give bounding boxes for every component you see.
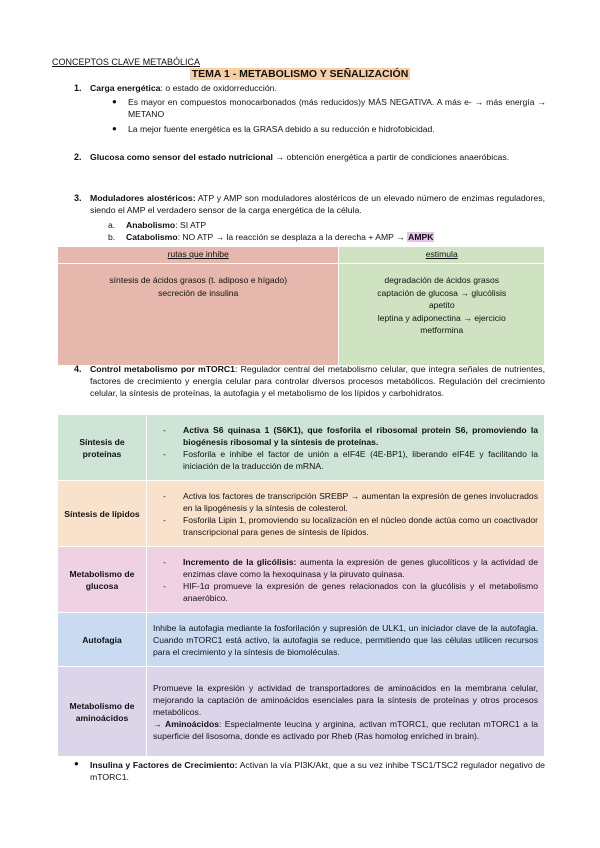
glucosa-point-1: aumenta la expresión de genes glucolíticos y la actividad de enzimas clave como la hexoquinasa y la piruvato quinasa. (183, 556, 538, 579)
item-3-b-mark: b. (108, 232, 116, 242)
dash-item (163, 580, 538, 604)
table1-estimula-item: apetito (428, 300, 455, 310)
table1-header-inhibe: rutas que inhibe (58, 247, 339, 264)
insulina-text: Activan la vía PI3K/Akt, que a su vez inhibe TSC1/TSC2 regulador negativo de mTORC1. (90, 760, 545, 783)
row-label-autofagia: Autofagia (58, 613, 147, 667)
row-content-lipidos (147, 481, 545, 547)
item-4-number: 4. (74, 364, 82, 374)
proteinas-point-1: Activa S6 quinasa 1 (S6K1), que fosforila el ribosomal protein S6, promoviendo la biogénesis ribosomal y la síntesis de proteínas. (183, 424, 538, 447)
amp-effects-table (57, 246, 545, 366)
proteinas-point-2: Fosforila e inhibe el factor de unión a eIF4E (4E-BP1), liberando eIF4E y facilitando la iniciación de la traducción de mRNA. (183, 448, 538, 471)
chapter-title (0, 68, 600, 80)
item-4-body: : Regulador central del metabolismo celular, que integra señales de nutrientes, factores de crecimiento y energía celular para controlar diversos procesos metabólicos. Regulación del crecimiento celular, la síntesis de proteínas, la autofagia y el metabolismo de los lípidos y carbohidratos. (90, 364, 545, 399)
dash-item (163, 490, 538, 514)
glicolisis-label: Incremento de la glicólisis: (183, 556, 297, 567)
table1-inhibe-item: secreción de insulina (158, 287, 239, 298)
row-content-aminoacidos (147, 667, 545, 757)
aminoacidos-note (153, 718, 538, 742)
item-2-text (90, 151, 545, 163)
row-content-autofagia: Inhibe la autofagia mediante la fosforilación y supresión de ULK1, un iniciador clave de la autofagia. Cuando mTORC1 está activo, la autofagia se reduce, permitiendo que las células utilicen recursos para el crecimiento y la síntesis de biomoléculas. (147, 613, 545, 667)
ampk-highlight: AMPK (408, 232, 434, 242)
item-3-a-mark: a. (108, 220, 116, 230)
item-3-b-text (126, 232, 434, 242)
row-label-glucosa: Metabolismo de glucosa (58, 547, 147, 613)
row-label-lipidos: Síntesis de lípidos (58, 481, 147, 547)
aminoacidos-text-2: : Especialmente leucina y arginina, activan mTORC1, que reclutan mTORC1 a la superficie del lisosoma, donde es activado por Rheb (Ras homolog enriched in brain). (153, 718, 538, 741)
top-title: CONCEPTOS CLAVE METABÓLICA (52, 57, 201, 67)
bullet-icon: ● (112, 124, 117, 133)
anabolismo-label: Anabolismo (126, 220, 176, 230)
item-2-body: → obtención energética a partir de condiciones anaeróbicas. (272, 152, 510, 162)
table1-estimula-item: captación de glucosa → glucólisis (377, 287, 507, 298)
dash-item (163, 556, 538, 580)
table1-estimula-item: leptina y adiponectina → ejercicio (377, 312, 506, 323)
catabolismo-label: Catabolismo (126, 232, 178, 242)
item-4-label: Control metabolismo por mTORC1 (90, 364, 236, 374)
item-1-body: : o estado de oxidorreducción. (160, 83, 277, 93)
dash-item (163, 514, 538, 538)
item-1-bullet-1: Es mayor en compuestos monocarbonados (más reducidos)y MÁS NEGATIVA. A más e- → más energía → METANO (128, 97, 546, 119)
item-1-bullet-2: La mejor fuente energética es la GRASA debido a su reducción e hidrofobicidad. (128, 124, 435, 134)
table1-estimula-item: degradación de ácidos grasos (384, 275, 500, 285)
aminoacidos-text: Promueve la expresión y actividad de transportadores de aminoácidos en la membrana celular, mejorando la captación de aminoácidos esenciales para la síntesis de proteínas y otros procesos metabólicos. (153, 682, 538, 717)
catabolismo-text: : NO ATP → la reacción se desplaza a la derecha + AMP → (177, 232, 408, 242)
item-1-text (90, 82, 545, 94)
table1-inhibe-item: síntesis de ácidos grasos (t. adiposo e hígado) (109, 275, 288, 285)
dash-mark: - (163, 490, 166, 501)
insulina-label: Insulina y Factores de Crecimiento: (90, 760, 238, 770)
item-1-label: Carga energética (90, 83, 161, 93)
row-label-aminoacidos: Metabolismo de aminoácidos (58, 667, 147, 757)
item-3-number: 3. (74, 193, 82, 203)
row-content-proteinas (147, 415, 545, 481)
lipidos-point-1: Activa los factores de transcripción SREBP → aumentan la expresión de genes involucrados en la lipogénesis y la síntesis de colesterol. (183, 490, 538, 513)
row-label-proteinas: Síntesis de proteínas (58, 415, 147, 481)
mtorc1-table (57, 414, 545, 757)
insulina-note (90, 759, 545, 783)
glucosa-point-2: HIF-1α promueve la expresión de genes relacionados con la glucólisis y el metabolismo anaeróbico. (183, 580, 538, 603)
table1-estimula-item: metformina (420, 325, 464, 335)
dash-mark: - (163, 556, 166, 567)
item-3-label: Moduladores alostéricos: (90, 193, 196, 203)
dash-item (163, 448, 538, 472)
table1-estimula-cell (339, 264, 545, 366)
lipidos-point-2: Fosforila Lipin 1, promoviendo su localización en el núcleo donde actúa como un coactivador transcripcional para genes de síntesis de lípidos. (183, 514, 538, 537)
item-3-text (90, 192, 545, 216)
item-2-number: 2. (74, 152, 82, 162)
item-3-body: ATP y AMP son moduladores alostéricos de un elevado número de enzimas reguladores, siendo el AMP el verdadero sensor de la carga energética de la célula. (90, 193, 545, 216)
dash-mark: - (163, 514, 166, 525)
row-content-glucosa (147, 547, 545, 613)
bullet-icon: ● (112, 97, 117, 106)
bullet-icon: ● (74, 759, 79, 768)
table1-header-estimula: estimula (339, 247, 545, 264)
dash-mark: - (163, 424, 166, 435)
chapter-title-text: TEMA 1 - METABOLISMO Y SEÑALIZACIÓN (191, 68, 409, 80)
dash-mark: - (163, 580, 166, 591)
item-4-text (90, 363, 545, 400)
item-2-label: Glucosa como sensor del estado nutricional (90, 152, 273, 162)
aminoacidos-label: Aminoácidos (165, 718, 219, 729)
dash-item (163, 424, 538, 448)
arrow: → (153, 718, 166, 729)
anabolismo-text: : SI ATP (175, 220, 207, 230)
dash-mark: - (163, 448, 166, 459)
item-3-a-text (126, 220, 206, 230)
item-1-number: 1. (74, 83, 82, 93)
table1-inhibe-cell (58, 264, 339, 366)
